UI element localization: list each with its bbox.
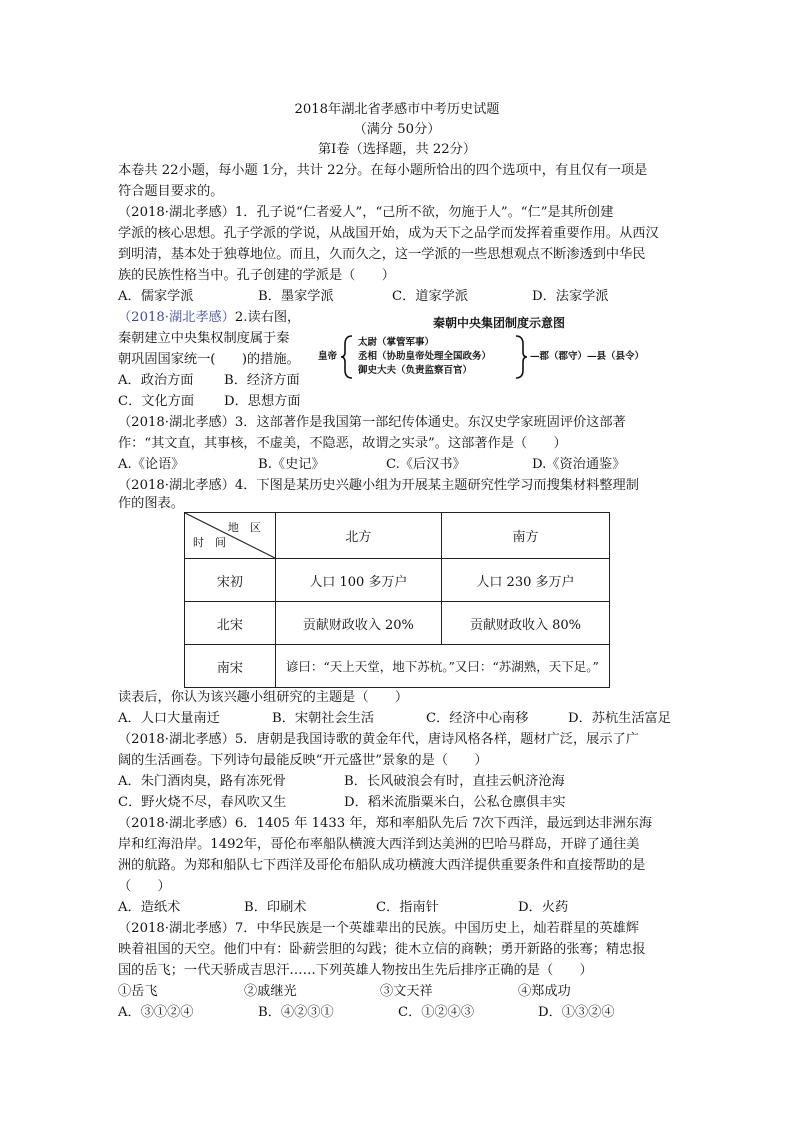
q6-option-d: D．火药 [518,900,569,915]
table-header-south: 南方 [441,513,609,559]
q4-option-d: D．苏杭生活富足 [568,711,671,726]
qin-system-diagram [318,314,680,380]
diagram-yushi: 御史大夫（负责监察百官） [358,365,473,376]
q3-option-a: A.《论语》 [118,457,185,472]
q6-option-a: A．造纸术 [118,900,181,915]
row-label-nansong: 南宋 [185,645,276,688]
q1-line-3: 到明清，基本处于独尊地位。而且，久而久之，这一学派的一些思想观点不断渗透到中华民 [118,247,646,262]
row-label-songchu: 宋初 [185,559,276,602]
q7-line-2: 映着祖国的天空。他们中有：卧薪尝胆的勾践；徙木立信的商鞅；勇开新路的张骞；精忠报 [118,942,646,957]
q4-line-1: （2018·湖北孝感）4．下图是某历史兴趣小组为开展某主题研究性学习而搜集材料整理制 [118,478,639,493]
row-label-beisong: 北宋 [185,602,276,645]
right-brace-icon [514,334,528,380]
q4-option-c: C．经济中心南移 [426,711,529,726]
table-row [185,559,610,602]
q3-line-1: （2018·湖北孝感）3．这部著作是我国第一部纪传体通史。东汉史学家班固评价这部著 [118,415,626,430]
q3-option-b: B.《史记》 [258,457,325,472]
intro-line-1: 本卷共 22小题，每小题 1分，共计 22分。在每小题所恰出的四个选项中，有且仅有一项是 [118,163,648,178]
q7-option-d: D．①③②④ [538,1005,615,1020]
q6-option-b: B．印刷术 [244,900,307,915]
q1-option-d: D．法家学派 [532,289,609,304]
cell-north-beisong: 贡献财政收入 20% [275,602,441,645]
q4-line-2: 作的图表。 [118,496,184,511]
q6-option-c: C．指南针 [376,900,439,915]
table-header-north: 北方 [275,513,441,559]
diagram-title: 秦朝中央集团制度示意图 [432,316,565,330]
q2-option-c: C．文化方面 [118,394,195,409]
q2-source-tag: （2018·湖北孝感） [118,310,235,325]
q7-option-b: B．④②③① [258,1005,334,1020]
q3-option-d: D.《资治通鉴》 [532,457,626,472]
diagram-taiwei: 太尉（掌管军事） [358,337,435,348]
q5-option-b: B．长风破浪会有时，直挂云帆济沧海 [344,774,565,789]
q1-line-1: （2018·湖北孝感）1．孔子说“仁者爱人”，“己所不欲，勿施于人”。“仁”是其所创建 [118,205,614,220]
q1-line-2: 学派的核心思想。孔子学派的学说，从战国开始，成为天下之品学而发挥着重要作用。从西汉 [118,226,659,241]
q5-line-2: 阔的生活画卷。下列诗句最能反映“开元盛世”景象的是（ ） [118,753,488,768]
table-row [185,602,610,645]
cell-south-beisong: 贡献财政收入 80% [441,602,609,645]
q2-line-2: 秦朝建立中央集权制度属于秦 [118,331,290,346]
q2-line-1 [118,307,300,328]
q2-option-b: B．经济方面 [224,373,300,388]
q7-item-2: ②戚继光 [244,984,297,999]
q6-line-2: 岸和红海沿岸。1492年，哥伦布率船队横渡大西洋到达美洲的巴哈马群岛，开辟了通往美 [118,837,640,852]
left-brace-icon [340,334,354,380]
table-corner-cell [185,513,276,559]
q2-text-1: 2.读右图， [234,310,301,325]
intro-line-2: 符合题目要求的。 [118,184,224,199]
q7-line-1: （2018·湖北孝感）7．中华民族是一个英雄辈出的民族。中国历史上，灿若群星的英雄辉 [118,921,639,936]
section-title: 第Ⅰ卷（选择题，共 22分） [317,142,477,157]
q6-line-1: （2018·湖北孝感）6．1405 年 1433 年，郑和率船队先后 7次下西洋，最远到达非洲东海 [118,816,653,831]
q7-item-4: ④郑成功 [518,984,571,999]
cell-nansong-proverb: 谚曰：“天上天堂，地下苏杭。”又曰：“苏湖熟，天下足。” [275,645,609,688]
q7-option-c: C．①②④③ [398,1005,475,1020]
q1-option-a: A．儒家学派 [118,289,194,304]
diagram-chengxiang: 丞相（协助皇帝处理全国政务） [358,351,492,362]
cell-north-songchu: 人口 100 多万户 [275,559,441,602]
q6-line-3: 洲的航路。为郑和船队七下西洋及哥伦布船队成功横渡大西洋提供重要条件和直接帮助的是 [118,858,646,873]
q7-option-a: A．③①②④ [118,1005,194,1020]
corner-region-label: 地 区 [227,521,261,534]
diagram-emperor: 皇帝 [318,351,338,362]
exam-title: 2018年湖北省孝感市中考历史试题 [294,102,500,117]
q1-line-4: 族的民族性格当中。孔子创建的学派是（ ） [118,268,395,283]
q7-item-1: ①岳飞 [118,984,158,999]
q2-line-3: 朝巩固国家统一( )的措施。 [118,352,300,367]
q7-item-3: ③文天祥 [380,984,433,999]
q5-option-d: D．稻米流脂粟米白，公私仓廪俱丰实 [344,795,566,810]
cell-south-songchu: 人口 230 多万户 [441,559,609,602]
corner-time-label: 时 间 [193,536,226,549]
q7-line-3: 国的岳飞；一代天骄成吉思汗……下列英雄人物按出生先后排序正确的是（ ） [118,963,593,978]
table-row [185,645,610,688]
q2-option-d: D．思想方面 [224,394,301,409]
q4-option-a: A．人口大量南迁 [118,711,220,726]
q1-option-c: C．道家学派 [392,289,469,304]
q3-line-2: 作：“其文直，其事核，不虚美，不隐恶，故谓之实录”。这部著作是（ ） [118,436,567,451]
q5-option-c: C．野火烧不尽，春风吹又生 [118,795,287,810]
q4-after: 读表后，你认为该兴趣小组研究的主题是（ ） [118,690,409,705]
q4-option-b: B．宋朝社会生活 [272,711,375,726]
q5-option-a: A．朱门酒肉臭，路有冻死骨 [118,774,286,789]
q1-option-b: B．墨家学派 [258,289,334,304]
diagram-local: —郡（郡守）—县（县令） [530,351,645,362]
north-south-table [184,512,610,688]
q2-option-a: A．政治方面 [118,373,194,388]
exam-score: （满分 50分） [353,122,441,137]
q3-option-c: C.《后汉书》 [386,457,466,472]
q5-line-1: （2018·湖北孝感）5．唐朝是我国诗歌的黄金年代，唐诗风格各样，题材广泛，展示了广 [118,732,639,747]
q6-line-4: （ ） [118,879,171,894]
